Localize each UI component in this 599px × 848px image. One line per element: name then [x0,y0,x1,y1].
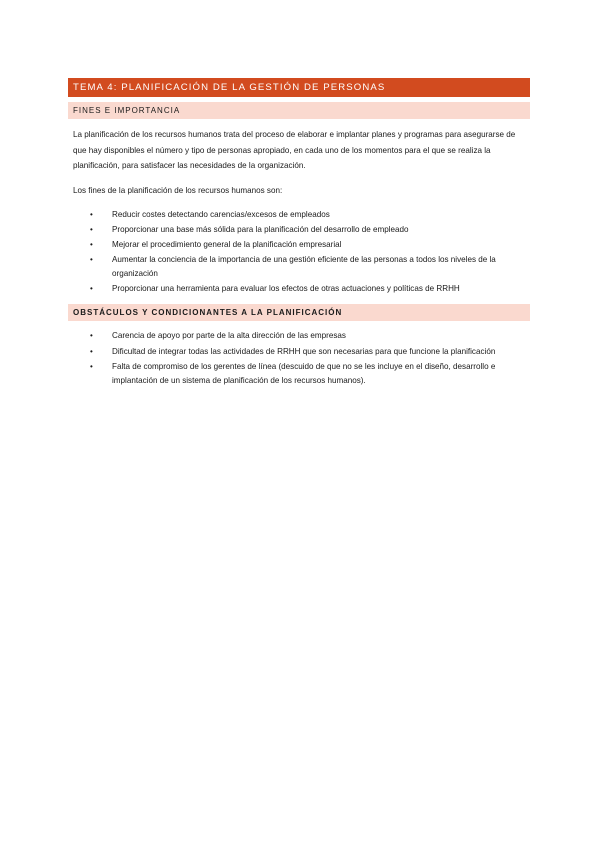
document-title: TEMA 4: PLANIFICACIÓN DE LA GESTIÓN DE PERSONAS [68,78,530,97]
list-item [68,238,530,253]
section-heading-obstaculos: OBSTÁCULOS Y CONDICIONANTES A LA PLANIFICACIÓN [68,304,530,321]
fines-list [68,207,530,297]
bullet-icon: • [90,255,93,265]
list-item-text: Mejorar el procedimiento general de la planificación empresarial [112,240,342,250]
list-item-text: Dificultad de integrar todas las actividades de RRHH que son necesarias para que funcione la planificación [112,346,496,356]
lead-paragraph: Los fines de la planificación de los recursos humanos son: [73,185,283,195]
list-item [68,253,530,282]
bullet-icon: • [90,284,93,294]
obstaculos-list [68,329,530,388]
list-item [68,282,530,297]
list-item [68,207,530,222]
section-heading-fines: FINES E IMPORTANCIA [68,102,530,119]
list-item [68,360,530,389]
list-item-text: Aumentar la conciencia de la importancia de una gestión eficiente de las personas a todos los niveles de la organización [112,255,496,278]
bullet-icon: • [90,209,93,219]
list-item [68,329,530,344]
list-item-text: Reducir costes detectando carencias/excesos de empleados [112,209,330,219]
list-item-text: Falta de compromiso de los gerentes de línea (descuido de que no se les incluye en el diseño, desarrollo e implantación de un sistema de planificación de los recursos humanos). [112,362,496,385]
intro-paragraph: La planificación de los recursos humanos trata del proceso de elaborar e implantar planes y programas para asegurarse de que hay disponibles el número y tipo de personas apropiado, en cada uno de los momentos para el que se realiza la planificación, para satisfacer las necesidades de la organización. [73,130,516,170]
bullet-icon: • [90,240,93,250]
list-item-text: Proporcionar una base más sólida para la planificación del desarrollo de empleado [112,224,409,234]
list-item-text: Carencia de apoyo por parte de la alta dirección de las empresas [112,331,346,341]
list-item [68,344,530,359]
list-item-text: Proporcionar una herramienta para evaluar los efectos de otras actuaciones y políticas de RRHH [112,284,460,294]
bullet-icon: • [90,362,93,372]
list-item [68,222,530,237]
document-page [68,78,530,388]
bullet-icon: • [90,346,93,356]
bullet-icon: • [90,224,93,234]
bullet-icon: • [90,331,93,341]
